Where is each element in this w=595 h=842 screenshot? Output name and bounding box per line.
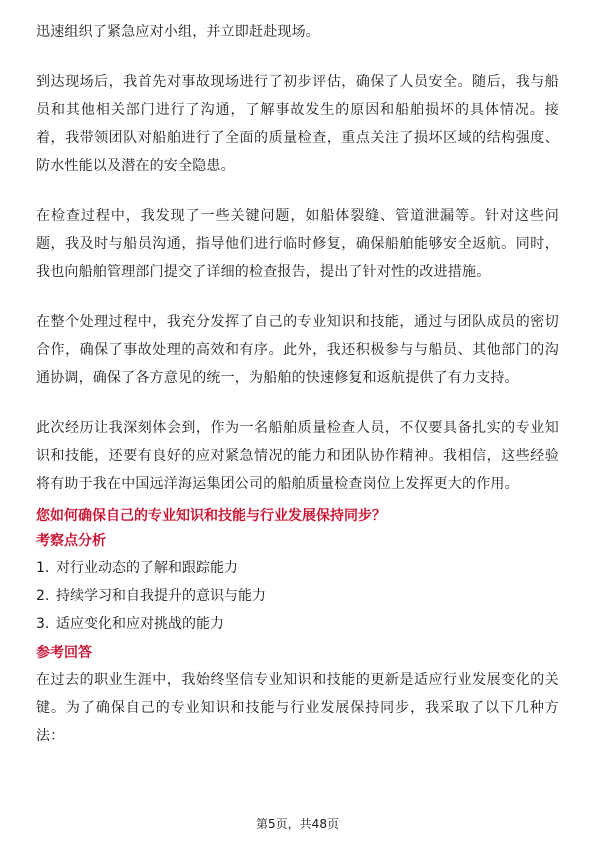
paragraph-1: 迅速组织了紧急应对小组，并立即赶赴现场。 <box>36 24 320 40</box>
page-content <box>36 18 559 750</box>
list-item-text: 持续学习和自我提升的意识与能力 <box>56 588 266 604</box>
analysis-list <box>36 554 559 638</box>
paragraph-2: 到达现场后，我首先对事故现场进行了初步评估，确保了人员安全。随后，我与船员和其他相关部门进行了沟通，了解事故发生的原因和船舶损坏的具体情况。接着，我带领团队对船舶进行了全面的质量检查，重点关注了损坏区域的结构强度、防水性能以及潜在的安全隐患。 <box>36 74 559 174</box>
paragraph-5: 此次经历让我深刻体会到，作为一名船舶质量检查人员，不仅要具备扎实的专业知识和技能，还要有良好的应对紧急情况的能力和团队协作精神。我相信，这些经验将有助于我在中国远洋海运集团公司的船舶质量检查岗位上发挥更大的作用。 <box>36 420 559 492</box>
list-item <box>36 582 559 610</box>
list-item-number: 2. <box>36 588 50 604</box>
list-item-number: 1. <box>36 560 50 576</box>
analysis-label: 考察点分析 <box>36 533 106 549</box>
list-item <box>36 554 559 582</box>
list-item-text: 对行业动态的了解和跟踪能力 <box>56 560 238 576</box>
list-item-number: 3. <box>36 616 50 632</box>
answer-label: 参考回答 <box>36 645 92 661</box>
paragraph-3: 在检查过程中，我发现了一些关键问题，如船体裂缝、管道泄漏等。针对这些问题，我及时与船员沟通，指导他们进行临时修复，确保船舶能够安全返航。同时，我也向船舶管理部门提交了详细的检查报告，提出了针对性的改进措施。 <box>36 208 559 280</box>
answer-text: 在过去的职业生涯中，我始终坚信专业知识和技能的更新是适应行业发展变化的关键。为了确保自己的专业知识和技能与行业发展保持同步，我采取了以下几种方法： <box>36 672 559 744</box>
paragraph-4: 在整个处理过程中，我充分发挥了自己的专业知识和技能，通过与团队成员的密切合作，确保了事故处理的高效和有序。此外，我还积极参与与船员、其他部门的沟通协调，确保了各方意见的统一，为船舶的快速修复和返航提供了有力支持。 <box>36 314 559 386</box>
question-heading: 您如何确保自己的专业知识和技能与行业发展保持同步？ <box>36 508 386 524</box>
list-item <box>36 610 559 638</box>
list-item-text: 适应变化和应对挑战的能力 <box>56 616 224 632</box>
page-footer: 第5页，共48页 <box>256 817 339 831</box>
